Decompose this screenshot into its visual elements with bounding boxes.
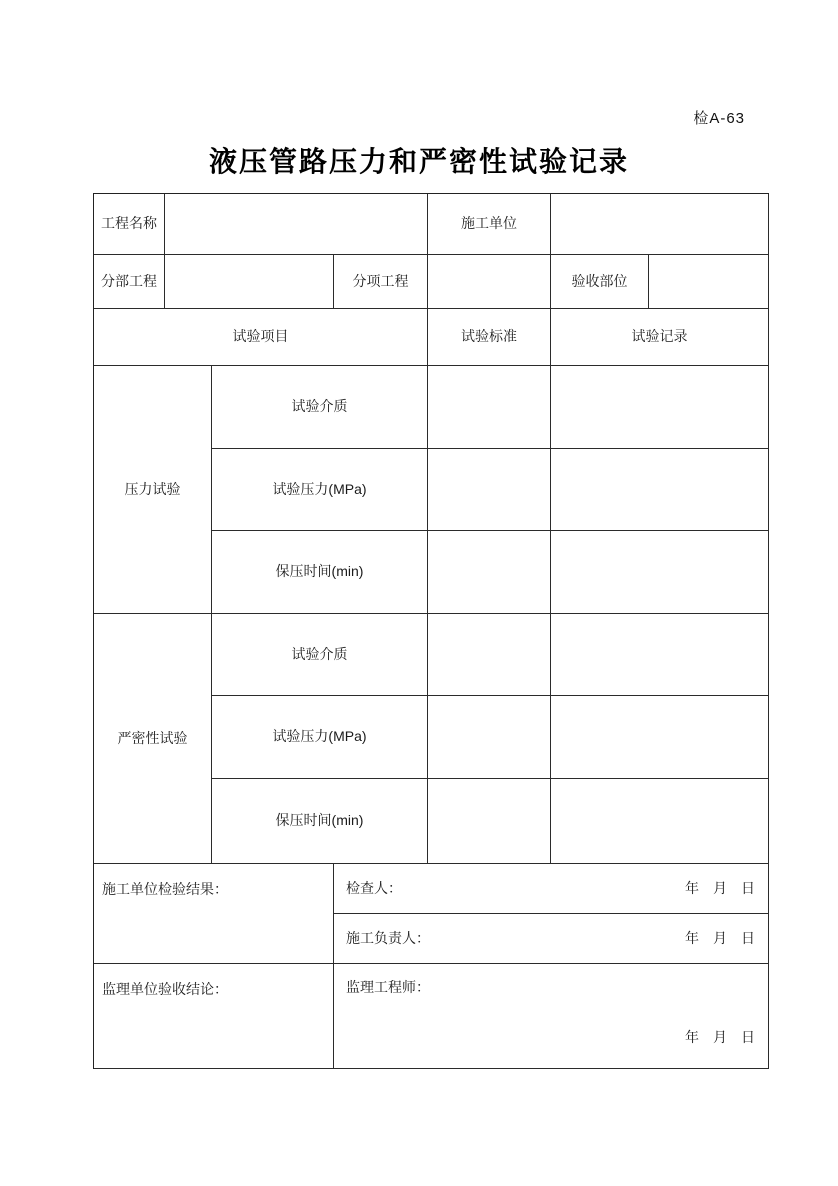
inspector-date: 年 月 日 — [685, 879, 755, 896]
division-work-label: 分部工程 — [94, 255, 165, 309]
tightness-test-group-label: 严密性试验 — [94, 614, 212, 864]
tightness-medium-standard-field[interactable] — [428, 614, 551, 696]
construction-unit-field[interactable] — [551, 194, 769, 255]
page-title: 液压管路压力和严密性试验记录 — [208, 146, 629, 177]
project-name-label: 工程名称 — [94, 194, 165, 255]
construction-result-label: 施工单位检验结果： — [102, 881, 228, 897]
tightness-holdtime-label: 保压时间(min) — [212, 779, 428, 864]
tightness-medium-label: 试验介质 — [212, 614, 428, 696]
construction-unit-label: 施工单位 — [428, 194, 551, 255]
pressure-value-label: 试验压力(MPa) — [212, 449, 428, 531]
acceptance-part-label: 验收部位 — [551, 255, 649, 309]
tightness-holdtime-record-field[interactable] — [551, 779, 769, 864]
supervision-conclusion-label: 监理单位验收结论： — [102, 981, 228, 997]
subdivision-work-label: 分项工程 — [334, 255, 428, 309]
subdivision-work-field[interactable] — [428, 255, 551, 309]
supervision-conclusion-cell[interactable] — [94, 964, 334, 1069]
pressure-holdtime-standard-field[interactable] — [428, 531, 551, 614]
pressure-medium-label: 试验介质 — [212, 366, 428, 449]
inspector-label: 检查人： — [346, 879, 402, 896]
pressure-holdtime-record-field[interactable] — [551, 531, 769, 614]
supervision-date: 年 月 日 — [685, 1029, 755, 1046]
test-standard-header: 试验标准 — [428, 309, 551, 366]
form-code: 检A-63 — [693, 110, 745, 127]
form-table — [93, 193, 769, 1069]
inspector-row[interactable] — [334, 864, 769, 914]
construction-manager-date: 年 月 日 — [685, 929, 755, 946]
supervision-engineer-label: 监理工程师： — [346, 979, 430, 995]
pressure-test-group-label: 压力试验 — [94, 366, 212, 614]
pressure-value-record-field[interactable] — [551, 449, 769, 531]
tightness-value-record-field[interactable] — [551, 696, 769, 779]
tightness-value-standard-field[interactable] — [428, 696, 551, 779]
pressure-medium-standard-field[interactable] — [428, 366, 551, 449]
supervision-engineer-cell[interactable] — [334, 964, 769, 1069]
construction-result-cell[interactable] — [94, 864, 334, 964]
tightness-value-label: 试验压力(MPa) — [212, 696, 428, 779]
pressure-value-standard-field[interactable] — [428, 449, 551, 531]
construction-manager-row[interactable] — [334, 914, 769, 964]
pressure-medium-record-field[interactable] — [551, 366, 769, 449]
tightness-medium-record-field[interactable] — [551, 614, 769, 696]
pressure-holdtime-label: 保压时间(min) — [212, 531, 428, 614]
acceptance-part-field[interactable] — [649, 255, 769, 309]
tightness-holdtime-standard-field[interactable] — [428, 779, 551, 864]
construction-manager-label: 施工负责人： — [346, 929, 430, 946]
test-record-header: 试验记录 — [551, 309, 769, 366]
project-name-field[interactable] — [165, 194, 428, 255]
test-item-header: 试验项目 — [94, 309, 428, 366]
division-work-field[interactable] — [165, 255, 334, 309]
